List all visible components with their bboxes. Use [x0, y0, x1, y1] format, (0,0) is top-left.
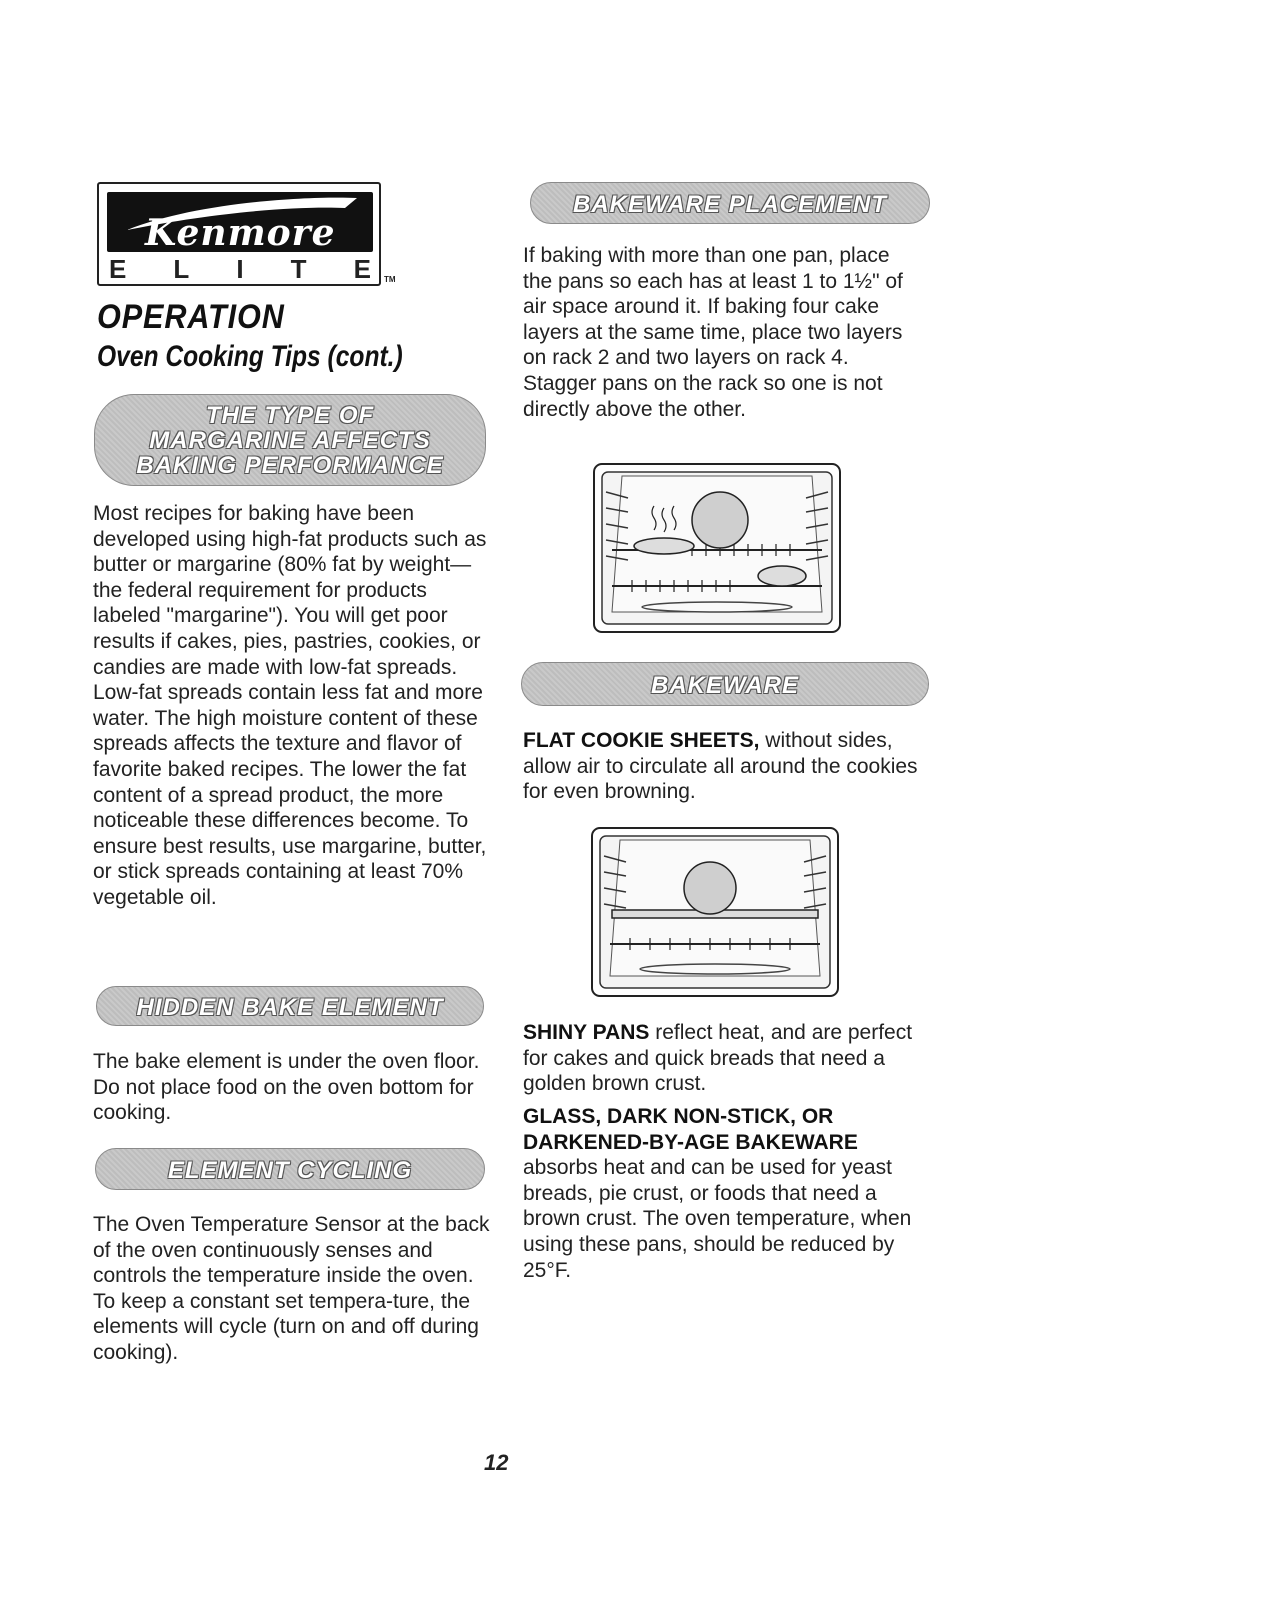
shiny-pans-text	[523, 1020, 923, 1097]
element-cycling-body: The Oven Temperature Sensor at the back of the oven continuously senses and controls the temperature inside the oven. To keep a constant set tempera-ture, the elements will cycle (turn on and off during cooking).	[93, 1213, 490, 1364]
flat-cookie-sheets-label: FLAT COOKIE SHEETS,	[523, 729, 760, 752]
section-banner-element-cycling	[95, 1148, 485, 1190]
logo-wordmark: Kenmore	[145, 212, 336, 254]
banner-title: HIDDEN BAKE ELEMENT	[136, 994, 444, 1021]
kenmore-elite-logo	[97, 182, 381, 286]
logo-letter: E	[109, 254, 127, 284]
trademark-mark: TM	[384, 275, 396, 284]
oven-illustration-staggered-pans	[592, 462, 842, 634]
logo-black-band	[107, 192, 373, 252]
page-title: OPERATION	[97, 298, 285, 336]
hidden-bake-body: The bake element is under the oven floor. Do not place food on the oven bottom for cooking.	[93, 1050, 480, 1125]
logo-letter: L	[173, 254, 190, 284]
shiny-pans-body: reflect heat, and are perfect for cakes and quick breads that need a golden brown crust.	[523, 1021, 913, 1096]
banner-line: THE TYPE OF	[205, 402, 375, 429]
page-number: 12	[484, 1450, 509, 1475]
shiny-pans-label: SHINY PANS	[523, 1021, 650, 1044]
banner-title: BAKEWARE	[650, 672, 799, 699]
glass-bakeware-text	[523, 1104, 923, 1283]
section-banner-bakeware	[521, 662, 929, 706]
banner-line: BAKING PERFORMANCE	[136, 452, 444, 479]
margarine-body: Most recipes for baking have been developed using high-fat products such as butter or margarine (80% fat by weight—the federal requirement for products labeled "margarine"). You will get poor results if cakes, pies, pastries, cookies, or candies are made with low-fat spreads. Low-fat spreads contain less fat and more water. The high moisture content of these spreads affects the texture and flavor of favorite baked recipes. The lower the fat content of a spread product, the more noticeable these differences become. To ensure best results, use margarine, butter, or stick spreads containing at least 70% vegetable oil.	[93, 502, 487, 909]
logo-letter: E	[353, 254, 371, 284]
glass-bakeware-body: absorbs heat and can be used for yeast breads, pie crust, or foods that need a brown crust. The oven temperature, when using these pans, should be reduced by 25°F.	[523, 1156, 912, 1282]
section-banner-margarine	[94, 394, 486, 486]
logo-elite-letters	[109, 254, 371, 285]
glass-bakeware-label: GLASS, DARK NON-STICK, OR DARKENED-BY-AGE BAKEWARE	[523, 1105, 858, 1154]
banner-title: ELEMENT CYCLING	[167, 1157, 413, 1184]
banner-title: BAKEWARE PLACEMENT	[572, 191, 887, 218]
section-banner-hidden-bake	[96, 986, 484, 1026]
logo-letter: I	[236, 254, 244, 284]
bakeware-placement-body: If baking with more than one pan, place the pans so each has at least 1 to 1½" of air space around it. If baking four cake layers at the same time, place two layers on rack 2 and two layers on rack 4. Stagger pans on the rack so one is not directly above the other.	[523, 244, 903, 421]
oven-illustration-cookie-sheet	[590, 826, 840, 998]
section-banner-bakeware-placement	[530, 182, 930, 224]
page-subtitle: Oven Cooking Tips (cont.)	[97, 340, 403, 373]
flat-cookie-sheets-text	[523, 728, 923, 805]
flat-cookie-sheets-body: without sides, allow air to circulate all around the cookies for even browning.	[523, 729, 918, 804]
logo-letter: T	[290, 254, 307, 284]
banner-line: MARGARINE AFFECTS	[149, 427, 431, 454]
